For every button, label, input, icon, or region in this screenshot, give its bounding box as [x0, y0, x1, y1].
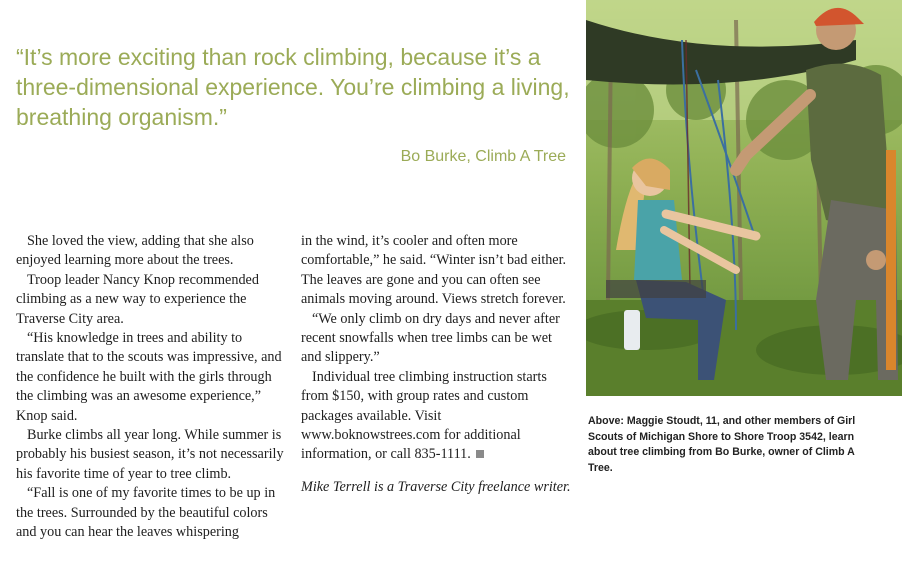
- paragraph: “We only climb on dry days and never after recent snowfalls when tree limbs can be wet and slippery.”: [301, 310, 560, 366]
- end-of-article-mark: [476, 450, 484, 458]
- paragraph-text: Individual tree climbing instruction starts from $150, with group rates and custom packages available. Visit www.boknowstrees.com for additional information, or call 835-1111.: [301, 368, 547, 463]
- paragraph: Burke climbs all year long. While summer is probably his busiest season, it’s not necessarily his favorite time of year to tree climb.: [16, 427, 284, 482]
- photo-caption: Above: Maggie Stoudt, 11, and other members of Girl Scouts of Michigan Shore to Shore Troop 3542, learn about tree climbing from Bo Burke, owner of Climb A Tree.: [588, 415, 856, 474]
- article-column-2: [301, 232, 573, 497]
- author-byline: Mike Terrell is a Traverse City freelance writer.: [301, 478, 571, 495]
- article-column-1: [16, 232, 284, 543]
- paragraph: Troop leader Nancy Knop recommended climbing as a new way to experience the Traverse City area.: [16, 271, 259, 327]
- pull-quote: “It’s more exciting than rock climbing, because it’s a three-dimensional experience. You’re climbing a living, breathing organism.”: [16, 44, 570, 130]
- tree-climbing-photo: [586, 0, 902, 396]
- paragraph: She loved the view, adding that she also enjoyed learning more about the trees.: [16, 233, 254, 269]
- pull-quote-attribution: Bo Burke, Climb A Tree: [400, 148, 566, 165]
- paragraph: “His knowledge in trees and ability to translate that to the scouts was impressive, and the confidence he built with the girls through the climbing was an awesome experience,” Knop said.: [16, 330, 282, 424]
- paragraph-continued: in the wind, it’s cooler and often more comfortable,” he said. “Winter isn’t bad either. The leaves are gone and you can often see animals moving around. Views stretch forever.: [301, 233, 567, 308]
- paragraph: [301, 368, 573, 465]
- paragraph: “Fall is one of my favorite times to be up in the trees. Surrounded by the beautiful colors and you can hear the leaves whispering: [16, 485, 276, 541]
